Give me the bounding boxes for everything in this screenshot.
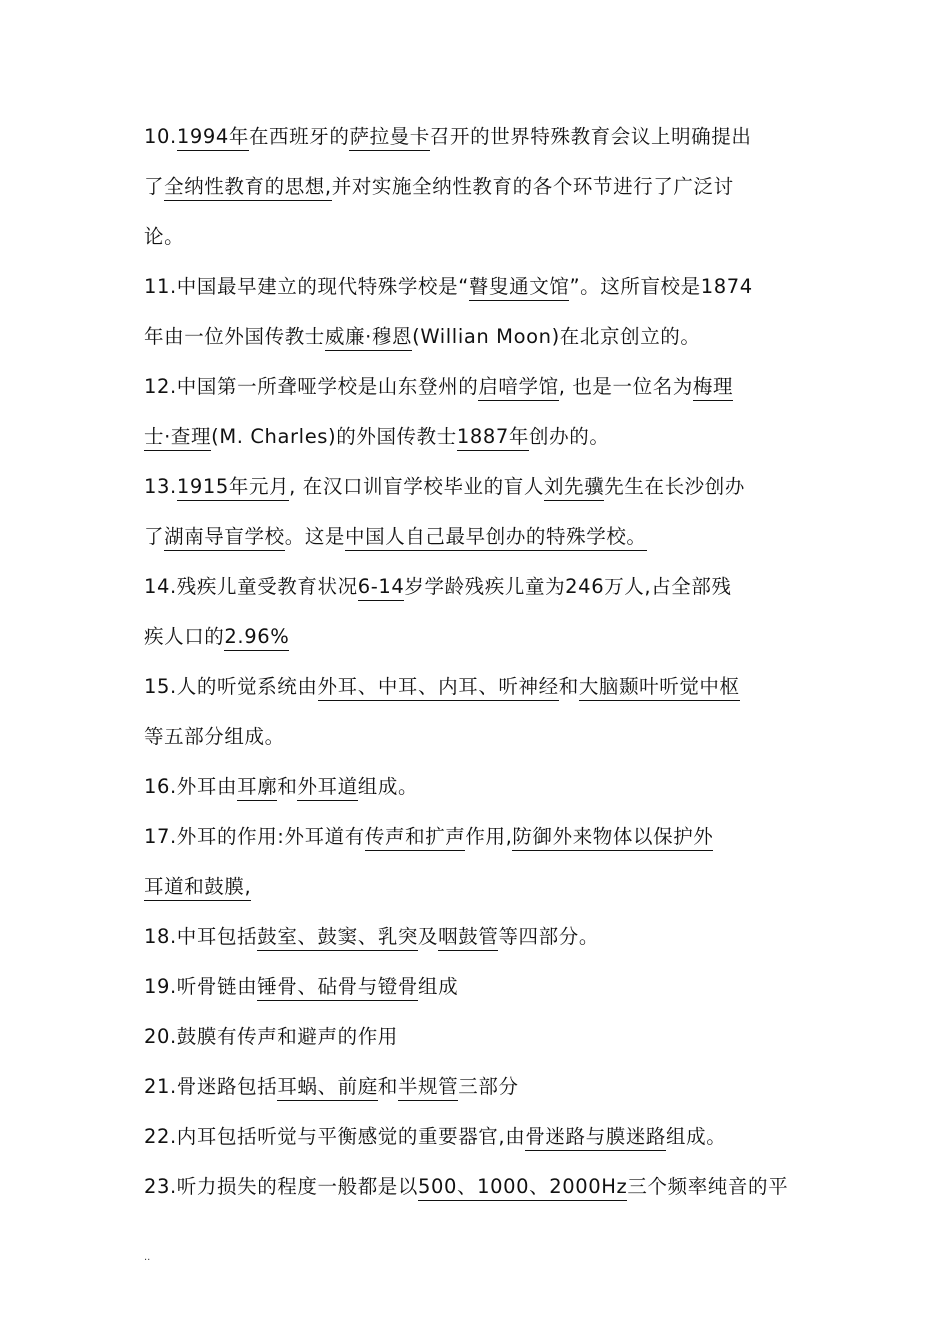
text-segment: 作用, [465,825,513,848]
underlined-answer: 半规管 [398,1075,458,1101]
text-segment: 组成。 [357,775,419,798]
text-line [144,1012,814,1062]
text-segment: 组成 [418,975,459,998]
text-segment: 论。 [144,225,185,248]
text-line [144,662,814,712]
text-segment: 13. [144,475,177,498]
list-item [144,912,814,962]
underlined-answer: 1887年 [457,425,529,451]
text-segment: (M. Charles)的外国传教士 [211,425,457,448]
text-segment: ”。这所盲校是1874 [569,275,753,298]
text-segment: 19.听骨链由 [144,975,258,998]
text-line [144,912,814,962]
text-line [144,362,814,412]
underlined-answer: 威廉·穆恩 [325,325,412,351]
list-item [144,1112,814,1162]
list-item [144,562,814,662]
underlined-answer: 2.96% [224,625,289,651]
underlined-answer: 骨迷路与膜迷路 [525,1125,666,1151]
list-item [144,962,814,1012]
text-segment: 22.内耳包括听觉与平衡感觉的重要器官,由 [144,1125,526,1148]
underlined-answer: 500、1000、2000Hz [418,1175,627,1201]
text-segment: , 在汉口训盲学校毕业的盲人 [289,475,544,498]
list-item [144,662,814,762]
text-segment: 16.外耳由 [144,775,238,798]
text-line [144,862,814,912]
text-segment: 三部分 [458,1075,519,1098]
text-segment: 岁学龄残疾儿童为246万人,占全部残 [404,575,732,598]
text-segment: 组成。 [666,1125,727,1148]
underlined-answer: 鼓室、鼓窦、乳突 [257,925,418,951]
list-item [144,112,814,262]
underlined-answer: 启喑学馆 [478,375,558,401]
text-segment: 12.中国第一所聋哑学校是山东登州的 [144,375,479,398]
text-segment: (Willian Moon)在北京创立的。 [412,325,701,348]
text-segment: 等四部分。 [498,925,599,948]
list-item [144,1162,814,1212]
underlined-answer: 锤骨、砧骨与镫骨 [257,975,418,1001]
underlined-answer: 梅理 [693,375,733,401]
text-line [144,162,814,212]
document-body [144,112,814,1212]
underlined-answer: 耳蜗、前庭 [277,1075,378,1101]
underlined-answer: 耳廓 [237,775,277,801]
text-segment: 在西班牙的 [248,125,350,148]
text-segment: 15.人的听觉系统由 [144,675,318,698]
text-segment: 及 [418,925,439,948]
underlined-answer: 外耳、中耳、内耳、听神经 [318,675,559,701]
text-segment: 召开的世界特殊教育会议上明确提出 [429,125,752,148]
text-segment: 23.听力损失的程度一般都是以 [144,1175,419,1198]
list-item [144,1012,814,1062]
underlined-answer: 士·查理 [144,425,211,451]
text-segment: 等五部分组成。 [144,725,285,748]
underlined-answer: 大脑颞叶听觉中枢 [579,675,740,701]
underlined-answer: 传声和扩声 [365,825,466,851]
underlined-answer: 耳道和鼓膜, [144,875,251,901]
underlined-answer: 1915年元月 [177,475,289,501]
text-segment: 14.残疾儿童受教育状况 [144,575,358,598]
text-line [144,212,814,262]
text-segment: 20.鼓膜有传声和避声的作用 [144,1025,398,1048]
text-segment: 17.外耳的作用:外耳道有 [144,825,365,848]
text-segment: 疾人口的 [144,625,225,648]
text-segment: 了 [144,525,165,548]
text-segment: 三个频率纯音的平 [627,1175,789,1198]
list-item [144,462,814,562]
text-line [144,412,814,462]
text-segment: 21.骨迷路包括 [144,1075,278,1098]
underlined-answer: 外耳道 [297,775,357,801]
text-line [144,262,814,312]
text-segment: 先生在长沙创办 [604,475,745,498]
list-item [144,812,814,912]
list-item [144,362,814,462]
text-line [144,1162,814,1212]
text-segment: 和 [377,1075,398,1098]
text-line [144,512,814,562]
footer-mark: .. [144,1252,151,1263]
text-segment: 18.中耳包括 [144,925,258,948]
text-line [144,962,814,1012]
text-line [144,1112,814,1162]
underlined-answer: 防御外来物体以保护外 [512,825,713,851]
underlined-answer: 湖南导盲学校 [164,525,285,551]
text-segment: 和 [277,775,298,798]
underlined-answer: 瞽叟通文馆 [469,275,570,301]
underlined-answer: 中国人自己最早创办的特殊学校。 [345,525,647,551]
text-segment: , 也是一位名为 [558,375,693,398]
text-segment: 10. [144,125,177,148]
underlined-answer: 咽鼓管 [438,925,498,951]
underlined-answer: 萨拉曼卡 [349,125,429,151]
text-line [144,112,814,162]
text-segment: 11.中国最早建立的现代特殊学校是“ [144,275,469,298]
underlined-answer: 全纳性教育的思想, [164,175,332,201]
list-item [144,262,814,362]
text-line [144,1062,814,1112]
text-line [144,712,814,762]
underlined-answer: 1994年 [177,125,249,151]
underlined-answer: 6-14 [358,575,405,601]
underlined-answer: 刘先骥 [544,475,604,501]
text-segment: 并对实施全纳性教育的各个环节进行了广泛讨 [331,175,734,198]
text-line [144,812,814,862]
text-segment: 和 [558,675,579,698]
text-segment: 年由一位外国传教士 [144,325,325,348]
text-segment: 创办的。 [529,425,610,448]
text-line [144,312,814,362]
text-segment: 了 [144,175,165,198]
list-item [144,1062,814,1112]
text-line [144,612,814,662]
text-line [144,762,814,812]
text-line [144,462,814,512]
text-segment: 。这是 [284,525,346,548]
list-item [144,762,814,812]
text-line [144,562,814,612]
